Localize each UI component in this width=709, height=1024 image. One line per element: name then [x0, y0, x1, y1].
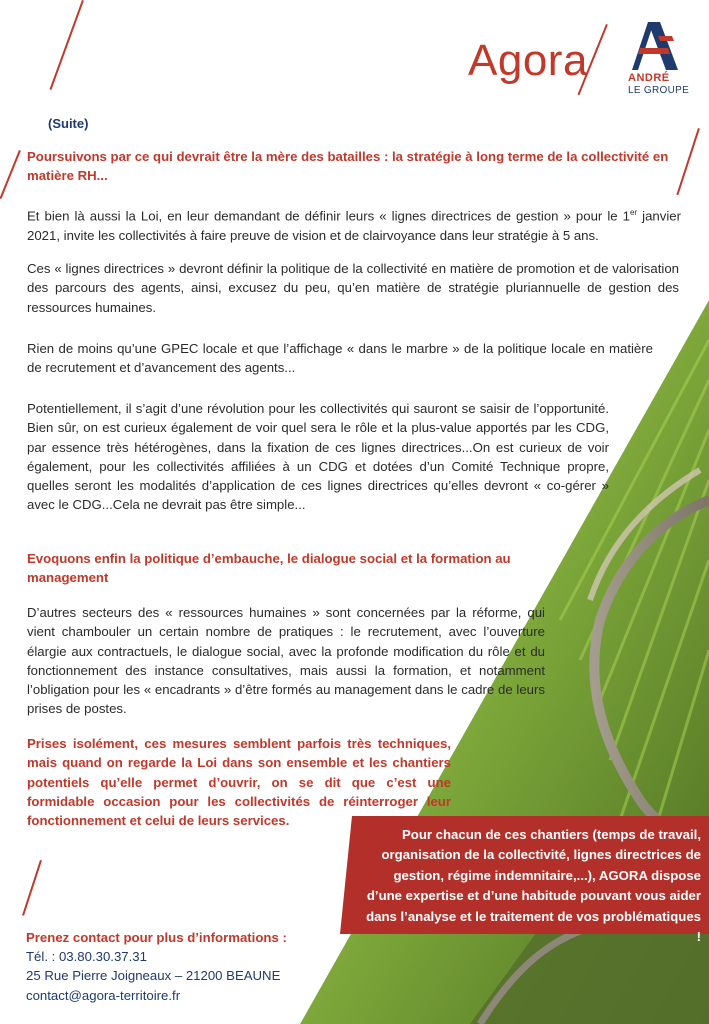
paragraph-lignes-directrices	[27, 203, 681, 245]
andre-a-logo-icon	[628, 22, 678, 70]
contact-address: 25 Rue Pierre Joigneaux – 21200 BEAUNE	[26, 968, 281, 983]
paragraph-gpec: Rien de moins qu’une GPEC locale et que l’affichage « dans le marbre » de la politique locale en matière de recrutement et d’avancement des agents...	[27, 341, 653, 376]
callout-text: Pour chacun de ces chantiers (temps de travail, organisation de la collectivité, lignes directrices de gestion, régime indemnitaire,...), AGORA dispose d’une expertise et d’une habitude pouvant vous aider dans l’analyse et le traitement de vos problématiques !	[366, 827, 701, 945]
contact-email-link[interactable]: contact@agora-territoire.fr	[26, 988, 181, 1003]
logo-wordmark: Agora	[468, 36, 588, 85]
paragraph-ressources-humaines: D’autres secteurs des « ressources humaines » sont concernées par la réforme, qui vient chambouler un certain nombre de pratiques : le recrutement, avec l’ouverture élargie aux contractuels, le dialogue social, avec la profonde modification du rôle et du fonctionnement des instance consultatives, mais aussi la formation, et notamment l’obligation pour les « encadrants » d’être formés au management dans le cadre de leurs prises de postes.	[27, 605, 545, 717]
highlight-paragraph: Prises isolément, ces mesures semblent parfois très techniques, mais quand on regarde la Loi dans son ensemble et les chantiers potentiels qu’elle permet d’ouvrir, on se dit que c’est une formidable occasion pour les collectivités de réinterroger leur fonctionnement et celui de leurs services.	[27, 736, 451, 829]
section-heading-embauche: Evoquons enfin la politique d’embauche, le dialogue social et la formation au management	[27, 551, 511, 585]
paragraph-politique: Ces « lignes directrices » devront définir la politique de la collectivité en matière de promotion et de valorisation des parcours des agents, ainsi, excusez du peu, qu’en matière de stratégie pluriannuelle de gestion des ressources humaines.	[27, 261, 679, 315]
contact-phone[interactable]: Tél. : 03.80.30.37.31	[26, 949, 147, 964]
agora-callout-box	[340, 816, 709, 945]
suite-label: (Suite)	[48, 116, 89, 131]
superscript: er	[629, 208, 638, 217]
contact-title: Prenez contact pour plus d’informations :	[26, 930, 287, 945]
paragraph-text: Et bien là aussi la Loi, en leur demandant de définir leurs « lignes directrices de gestion » pour le 1	[27, 208, 630, 224]
agora-logo	[468, 22, 708, 102]
logo-andre: ANDRÉ	[628, 72, 670, 84]
section-heading-strategy: Poursuivons par ce qui devrait être la mère des batailles : la stratégie à long terme de la collectivité en matière RH...	[27, 149, 669, 183]
logo-le-groupe: LE GROUPE	[628, 85, 690, 96]
paragraph-text: janvier 2021, invite les collectivités à faire preuve de vision et de clairvoyance dans leur stratégie à 5 ans.	[27, 208, 681, 243]
paragraph-revolution: Potentiellement, il s’agit d’une révolution pour les collectivités qui sauront se saisir de l’opportunité. Bien sûr, on est curieux également de voir quel sera le rôle et la plus-value apportés par les CDG, par essence très hétérogènes, dans la fixation de ces lignes directrices...On est curieux de voir également, pour les collectivités affiliées à un CDG et dotées d’un Comité Technique propre, quelles seront les modalités d’application de ces lignes directrices qu’elles devront « co-gérer » avec le CDG...Cela ne devrait pas être simple...	[27, 401, 609, 513]
